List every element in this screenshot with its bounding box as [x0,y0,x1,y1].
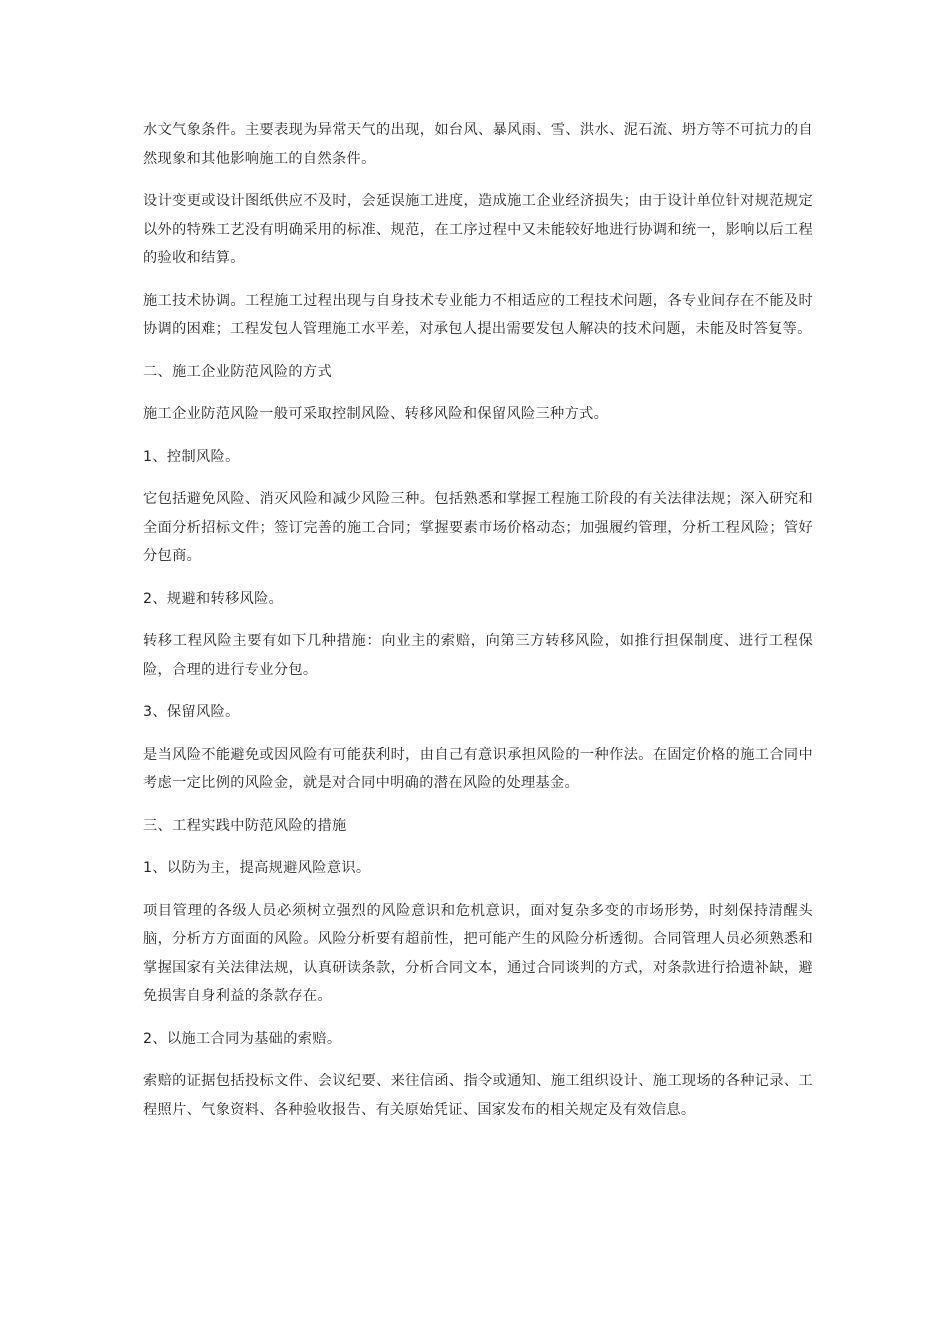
section-heading-2: 二、施工企业防范风险的方式 [143,363,332,380]
subheading-claims: 2、以施工合同为基础的索赔。 [143,1030,342,1047]
subheading-control-risk: 1、控制风险。 [143,448,240,465]
paragraph-prevention: 项目管理的各级人员必须树立强烈的风险意识和危机意识，面对复杂多变的市场形势，时刻保持清醒头脑，分析方方面面的风险。风险分析要有超前性，把可能产生的风险分析透彻。合同管理人员必须熟悉和掌握国家有关法律法规，认真研读条款，分析合同文本，通过合同谈判的方式，对条款进行拾遗补缺，避免损害自身利益的条款存在。 [143,902,813,1004]
paragraph-technical-coordination: 施工技术协调。工程施工过程出现与自身技术专业能力不相适应的工程技术问题，各专业间存在不能及时协调的困难；工程发包人管理施工水平差，对承包人提出需要发包人解决的技术问题，未能及时答复等。 [143,292,813,337]
subheading-prevention: 1、以防为主，提高规避风险意识。 [143,860,371,876]
paragraph-claims-evidence: 索赔的证据包括投标文件、会议纪要、来往信函、指令或通知、施工组织设计、施工现场的各种记录、工程照片、气象资料、各种验收报告、有关原始凭证、国家发布的相关规定及有效信息。 [143,1073,813,1118]
paragraph-control-risk: 它包括避免风险、消灭风险和减少风险三种。包括熟悉和掌握工程施工阶段的有关法律法规；深入研究和全面分析招标文件；签订完善的施工合同；掌握要素市场价格动态；加强履约管理，分析工程风险；管好分包商。 [143,491,813,564]
paragraph-hydrology: 水文气象条件。主要表现为异常天气的出现，如台风、暴风雨、雪、洪水、泥石流、坍方等不可抗力的自然现象和其他影响施工的自然条件。 [143,122,813,167]
paragraph-retain-risk: 是当风险不能避免或因风险有可能获利时，由自己有意识承担风险的一种作法。在固定价格的施工合同中考虑一定比例的风险金，就是对合同中明确的潜在风险的处理基金。 [143,746,813,791]
document-page [143,116,813,1138]
paragraph-transfer-risk: 转移工程风险主要有如下几种措施：向业主的索赔，向第三方转移风险，如推行担保制度、进行工程保险，合理的进行专业分包。 [143,633,813,678]
section-heading-3: 三、工程实践中防范风险的措施 [143,817,347,834]
paragraph-risk-methods: 施工企业防范风险一般可采取控制风险、转移风险和保留风险三种方式。 [143,406,609,422]
subheading-retain-risk: 3、保留风险。 [143,704,240,720]
paragraph-design-changes: 设计变更或设计图纸供应不及时，会延误施工进度，造成施工企业经济损失；由于设计单位针对规范规定以外的特殊工艺没有明确采用的标准、规范，在工序过程中又未能较好地进行协调和统一，影响以后工程的验收和结算。 [143,193,813,266]
subheading-transfer-risk: 2、规避和转移风险。 [143,590,284,607]
